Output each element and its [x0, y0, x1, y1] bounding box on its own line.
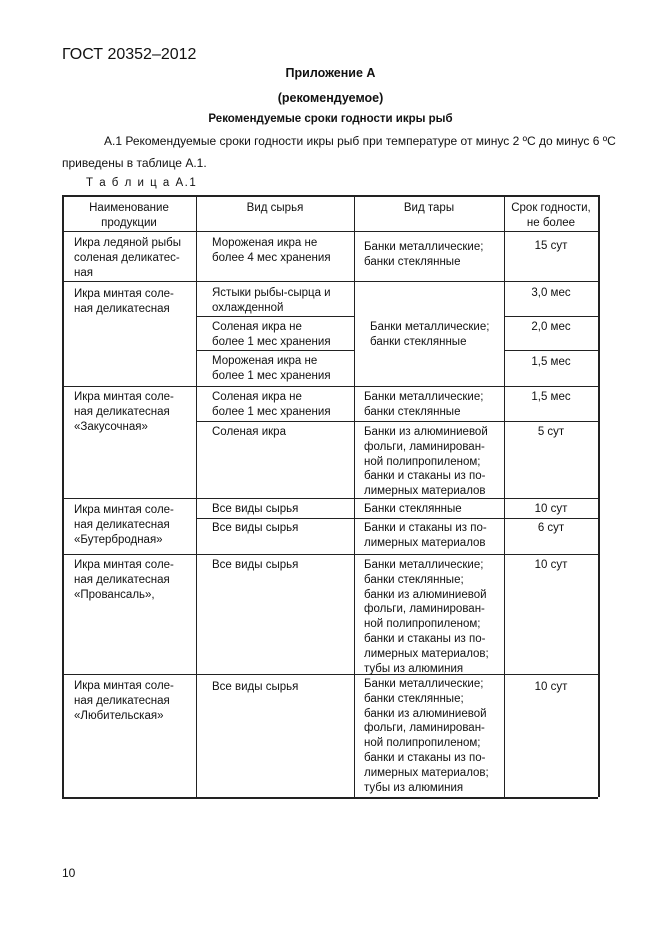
container-cell — [362, 425, 504, 499]
cell-line: более 1 мес хранения — [212, 405, 331, 418]
raw-material-cell — [210, 320, 354, 350]
cell-line: Икра минтая соле- — [74, 559, 174, 571]
cell-line: Банки металлические; — [364, 391, 484, 403]
cell-line: банки из алюминиевой — [364, 588, 487, 601]
cell-line: продукции — [101, 216, 157, 229]
raw-material-cell — [210, 390, 354, 420]
cell-line: не более — [526, 216, 576, 229]
table-rule — [62, 195, 64, 797]
cell-line: Банки металлические; — [364, 241, 484, 253]
table-rule — [504, 316, 598, 317]
cell-line: банки стеклянные; — [364, 692, 464, 705]
cell-line: Икра ледяной рыбы — [74, 237, 181, 249]
cell-line: Все виды сырья — [212, 503, 299, 515]
cell-line: 10 сут — [534, 559, 568, 571]
cell-line: лимерных материалов — [364, 536, 486, 549]
table-rule — [196, 421, 598, 422]
cell-line: банки из алюминиевой — [364, 707, 487, 720]
cell-line: банки и стаканы из по- — [364, 751, 486, 764]
cell-line: Банки и стаканы из по- — [364, 522, 487, 534]
cell-line: охлажденной — [212, 301, 284, 314]
shelf-life-cell — [504, 558, 598, 573]
cell-line: ной полипропиленом; — [364, 618, 481, 631]
raw-material-cell — [210, 502, 354, 517]
cell-line: 2,0 мес — [531, 321, 571, 333]
cell-line: «Закусочная» — [74, 420, 148, 433]
cell-line: банки стеклянные — [370, 335, 467, 348]
header-product — [62, 201, 196, 231]
table-rule — [62, 386, 598, 387]
cell-line: 10 сут — [534, 681, 568, 693]
cell-line: Икра минтая соле- — [74, 391, 174, 403]
table-rule — [62, 195, 598, 197]
cell-line: более 1 мес хранения — [212, 369, 331, 382]
cell-line: лимерных материалов; — [364, 647, 489, 660]
appendix-title: Приложение А — [285, 66, 376, 80]
cell-line: соленая деликатес- — [74, 251, 180, 264]
container-cell — [368, 320, 504, 350]
cell-line: Вид сырья — [246, 202, 304, 214]
cell-line: Соленая икра не — [212, 321, 302, 333]
cell-line: фольги, ламинирован- — [364, 440, 485, 453]
cell-line: 15 сут — [534, 240, 568, 252]
cell-line: Банки стеклянные — [364, 503, 462, 515]
table-rule — [354, 195, 355, 797]
table-rule — [62, 797, 598, 799]
cell-line: лимерных материалов; — [364, 766, 489, 779]
raw-material-cell — [210, 425, 354, 440]
container-cell — [362, 558, 504, 676]
table-rule — [62, 231, 598, 232]
product-cell — [72, 558, 196, 602]
container-cell — [362, 390, 504, 420]
table-rule — [504, 350, 598, 351]
header-container — [354, 201, 504, 216]
shelf-life-cell — [504, 320, 598, 335]
table-rule — [62, 281, 598, 282]
cell-line: Банки металлические; — [364, 678, 484, 690]
table-rule — [196, 195, 197, 797]
cell-line: банки стеклянные — [364, 255, 461, 268]
table-label: Т а б л и ц а А.1 — [86, 177, 198, 189]
header-shelf-life — [504, 201, 598, 231]
cell-line: Мороженая икра не — [212, 355, 318, 367]
cell-line: ная — [74, 266, 93, 279]
cell-line: 1,5 мес — [531, 391, 571, 403]
shelf-life-cell — [504, 355, 598, 370]
cell-line: лимерных материалов — [364, 485, 486, 498]
header-raw-material — [196, 201, 354, 216]
cell-line: Банки из алюминиевой — [364, 426, 488, 438]
cell-line: «Бутербродная» — [74, 533, 163, 546]
raw-material-cell — [210, 354, 354, 384]
page-number: 10 — [62, 866, 76, 880]
shelf-life-cell — [504, 239, 598, 254]
cell-line: ная деликатесная — [74, 573, 170, 586]
table-rule — [62, 674, 598, 675]
cell-line: Икра минтая соле- — [74, 680, 174, 692]
cell-line: Все виды сырья — [212, 522, 299, 534]
table-rule — [196, 350, 354, 351]
cell-line: Банки металлические; — [370, 321, 490, 333]
cell-line: Икра минтая соле- — [74, 504, 174, 516]
cell-line: Вид тары — [403, 202, 455, 214]
document-code: ГОСТ 20352–2012 — [62, 46, 197, 63]
table-rule — [62, 498, 598, 499]
cell-line: 10 сут — [534, 503, 568, 515]
cell-line: банки стеклянные — [364, 405, 461, 418]
cell-line: более 4 мес хранения — [212, 251, 331, 264]
shelf-life-cell — [504, 390, 598, 405]
container-cell — [362, 240, 504, 270]
raw-material-cell — [210, 521, 354, 536]
product-cell — [72, 679, 196, 723]
cell-line: Ястыки рыбы-сырца и — [212, 287, 331, 299]
cell-line: банки и стаканы из по- — [364, 632, 486, 645]
cell-line: тубы из алюминия — [364, 662, 464, 675]
cell-line: Срок годности, — [511, 202, 591, 214]
cell-line: банки и стаканы из по- — [364, 470, 486, 483]
cell-line: Наименование — [89, 202, 169, 214]
cell-line: Соленая икра не — [212, 391, 302, 403]
cell-line: «Любительская» — [74, 709, 164, 722]
cell-line: Все виды сырья — [212, 559, 299, 571]
cell-line: 1,5 мес — [531, 356, 571, 368]
cell-line: ной полипропиленом; — [364, 737, 481, 750]
cell-line: фольги, ламинирован- — [364, 722, 485, 735]
cell-line: ная деликатесная — [74, 302, 170, 315]
cell-line: ная деликатесная — [74, 518, 170, 531]
cell-line: Банки металлические; — [364, 559, 484, 571]
table-rule — [196, 316, 354, 317]
shelf-life-cell — [504, 425, 598, 440]
section-heading: Рекомендуемые сроки годности икры рыб — [208, 113, 453, 125]
cell-line: Икра минтая соле- — [74, 288, 174, 300]
container-cell — [362, 677, 504, 795]
cell-line: Мороженая икра не — [212, 237, 318, 249]
cell-line: более 1 мес хранения — [212, 335, 331, 348]
cell-line: ная деликатесная — [74, 405, 170, 418]
raw-material-cell — [210, 236, 354, 266]
shelf-life-cell — [504, 680, 598, 695]
product-cell — [72, 503, 196, 547]
container-cell — [362, 502, 504, 517]
cell-line: 3,0 мес — [531, 287, 571, 299]
table-rule — [196, 518, 598, 519]
cell-line: тубы из алюминия — [364, 781, 464, 794]
cell-line: Соленая икра — [212, 426, 286, 438]
appendix-type: (рекомендуемое) — [277, 91, 384, 105]
product-cell — [72, 390, 196, 434]
shelf-life-cell — [504, 521, 598, 536]
cell-line: ная деликатесная — [74, 694, 170, 707]
cell-line: банки стеклянные; — [364, 573, 464, 586]
product-cell — [72, 287, 196, 317]
container-cell — [362, 521, 504, 551]
intro-line-2: приведены в таблице А.1. — [62, 156, 207, 170]
cell-line: 5 сут — [537, 426, 565, 438]
cell-line: «Провансаль», — [74, 588, 155, 601]
cell-line: 6 сут — [537, 522, 565, 534]
raw-material-cell — [210, 286, 354, 316]
raw-material-cell — [210, 558, 354, 573]
table-rule — [598, 195, 600, 797]
product-cell — [72, 236, 196, 280]
shelf-life-cell — [504, 286, 598, 301]
cell-line: ной полипропиленом; — [364, 455, 481, 468]
table-rule — [62, 554, 598, 555]
cell-line: Все виды сырья — [212, 681, 299, 693]
cell-line: фольги, ламинирован- — [364, 603, 485, 616]
raw-material-cell — [210, 680, 354, 695]
intro-line-1: А.1 Рекомендуемые сроки годности икры рыб при температуре от минус 2 ºС до минус 6 ºС — [104, 134, 616, 148]
shelf-life-cell — [504, 502, 598, 517]
